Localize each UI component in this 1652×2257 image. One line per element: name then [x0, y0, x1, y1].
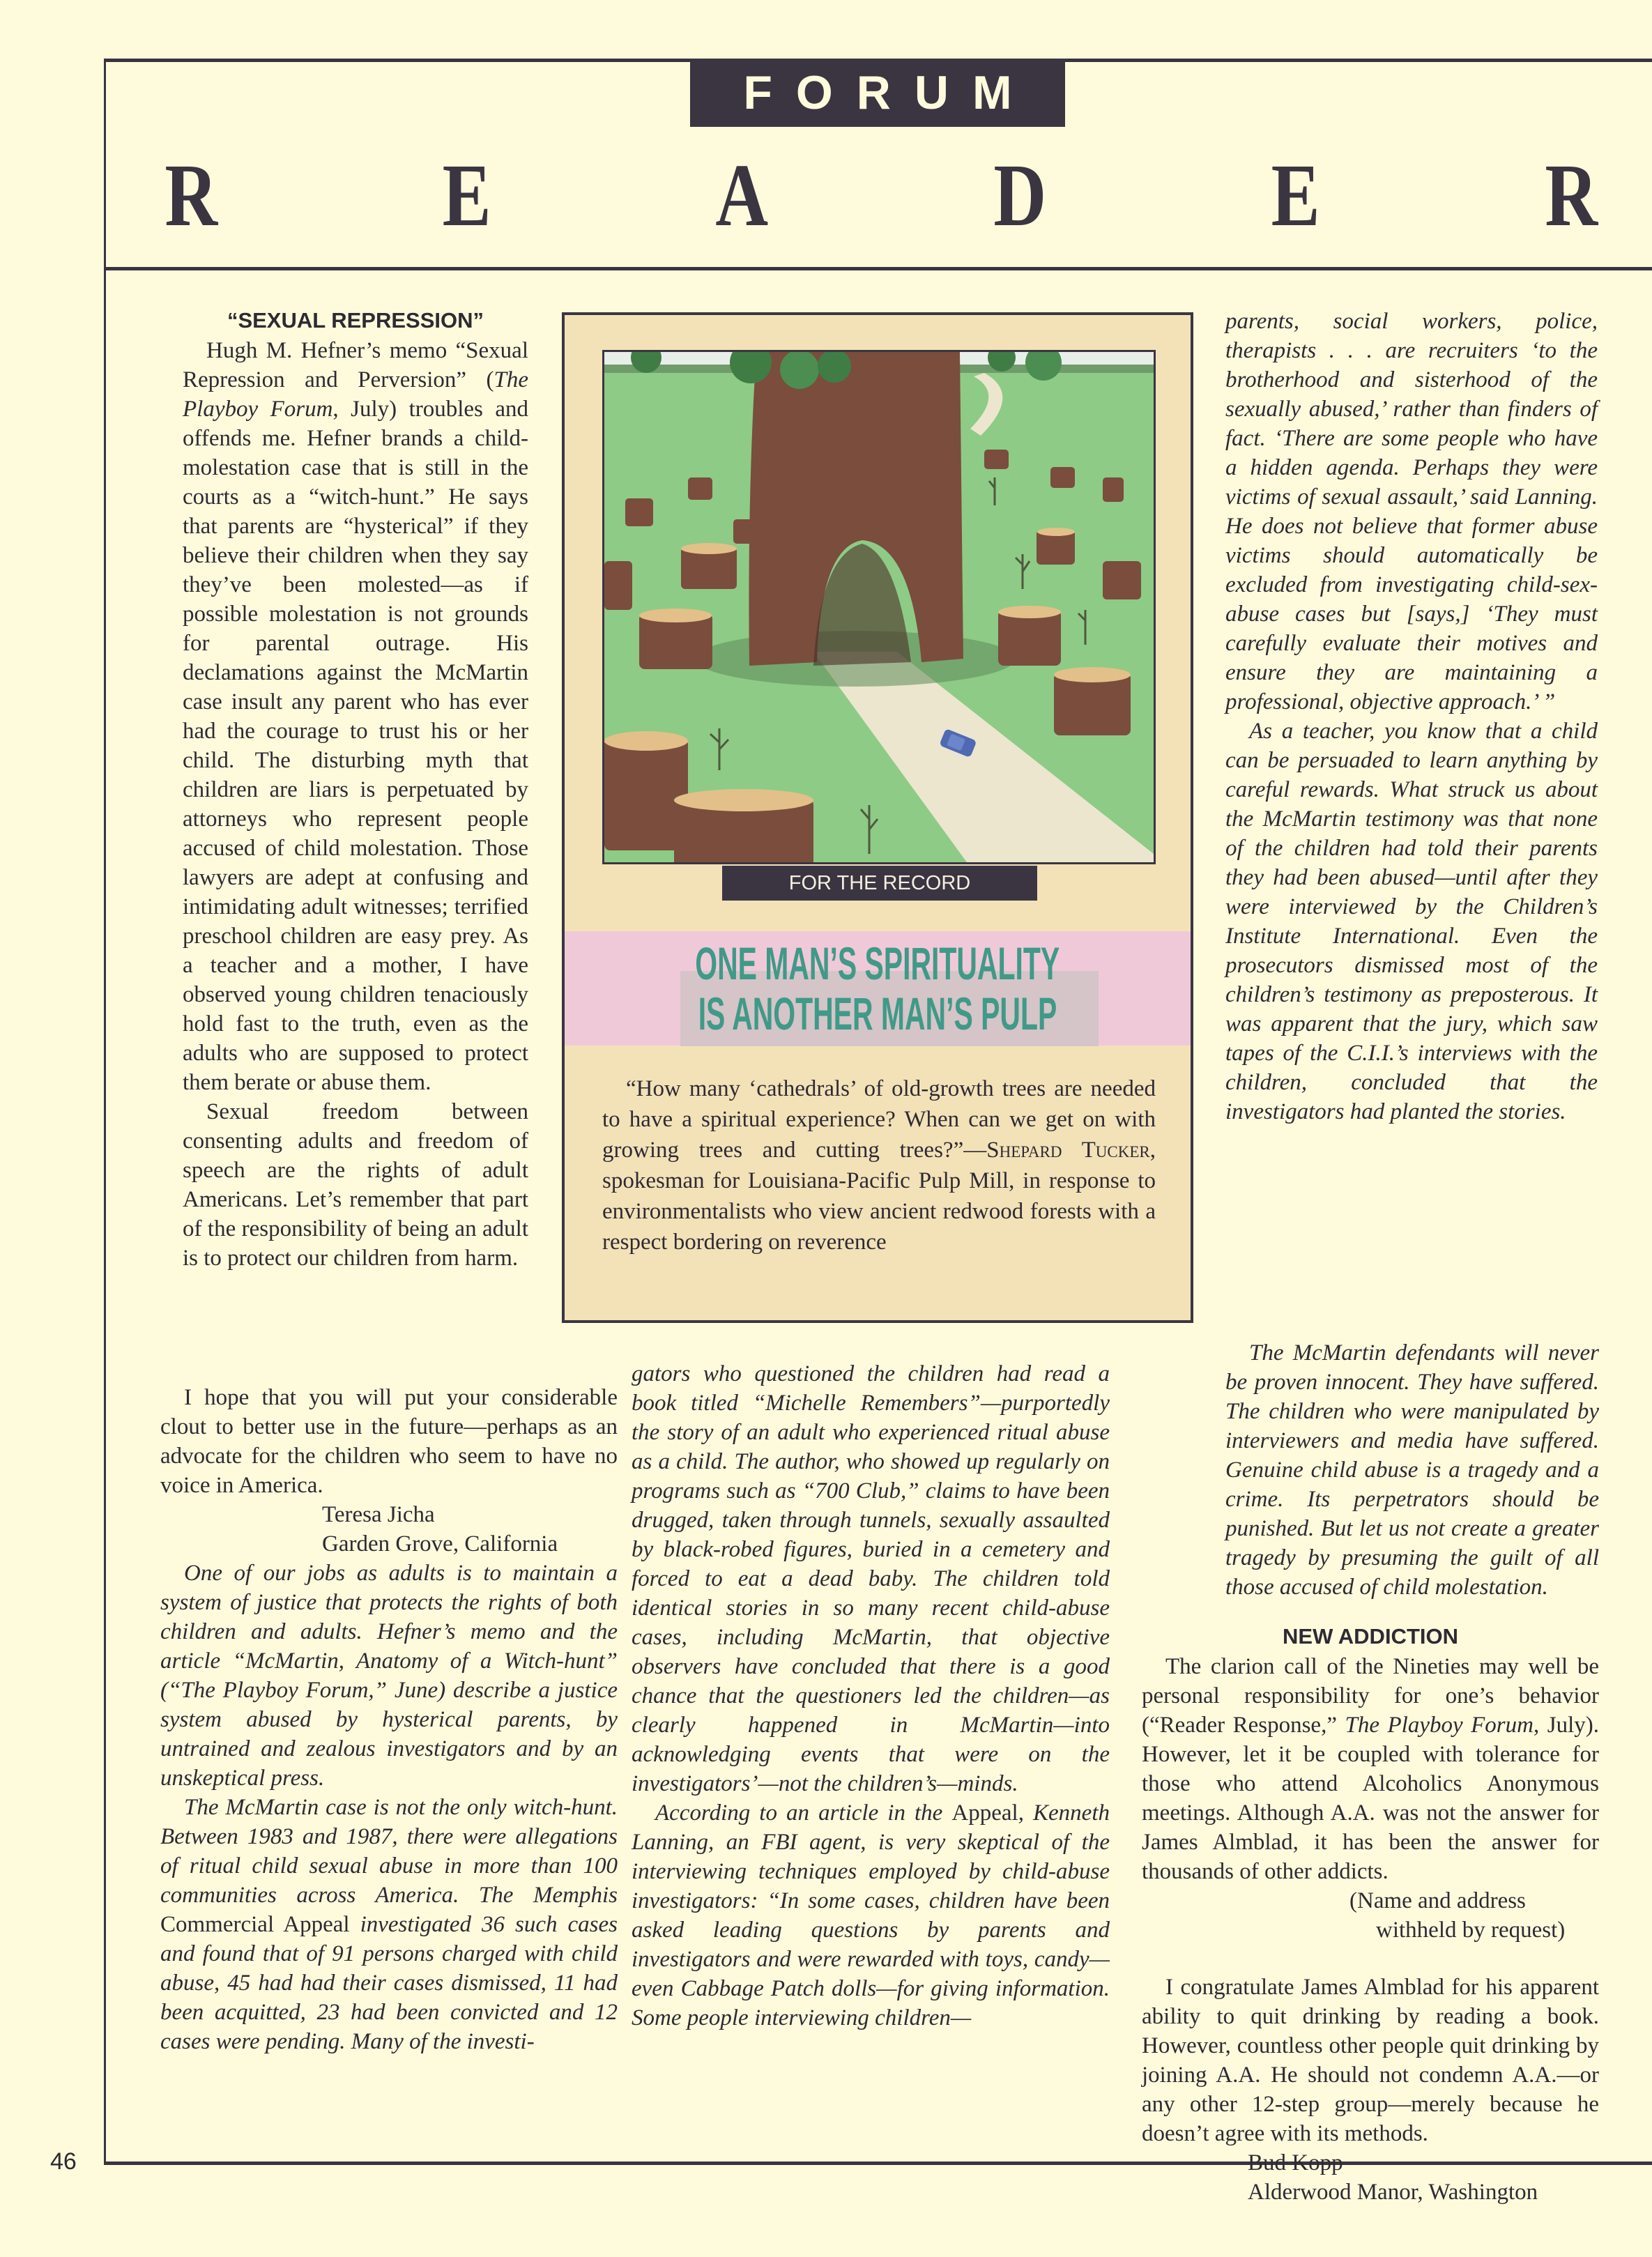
letter-paragraph: Hugh M. Hefner’s memo “Sexual Repression and Perversion” (The Playboy Forum, July) troubles and offends me. Hefner brands a child-molestation case that is still in the courts as a “witch-hunt.” He says that parents are “hysterical” if they believe their children when they say they’ve been molested—as if possible molestation is not grounds for parental outrage. His declamations against the McMartin case insult any parent who has ever had the courage to trust his or her child. The disturbing myth that children are liars is perpetuated by attorneys who represent people accused of child molestation. Those lawyers are adept at confusing and intimidating adult witnesses; terrified preschool children are easy prey. As a teacher and a mother, I have observed young children tenaciously hold fast to the truth, even as the adults who are supposed to protect them berate or abuse them. [183, 338, 529, 1095]
section-label: FOR THE RECORD [722, 866, 1037, 901]
editor-reply-paragraph: The McMartin defendants will never be proven innocent. They have suffered. The children who were manipulated by interviewers and media have suffered. Genuine child abuse is a tragedy and a crime. Its perpetrators should be punished. But let us not create a greater tragedy by presuming the guilt of all those accused of child molestation. [1225, 1340, 1599, 1600]
signature-line: withheld by request) [1376, 1918, 1566, 1943]
reply-text: According to an article in the [655, 1800, 952, 1826]
editor-reply-right [1225, 307, 1598, 1126]
title-letter: D [993, 145, 1047, 245]
signature-name: Bud Kopp [1248, 2150, 1343, 2175]
letter-paragraph: Sexual freedom between consenting adults and freedom of speech are the rights of adult Americans. Let’s remember that part of the responsibility of being an adult is to protect our children from harm. [183, 1099, 528, 1271]
letter-text: , July). However, let it be coupled with tolerance for those who attend Alcoholics Anonymous meetings. Although A.A. was not the answer for James Almblad, it has been the answer for thousands of other addicts. [1142, 1713, 1599, 1884]
section-badge: FORUM [690, 59, 1065, 127]
publication-name: The Playboy Forum [1345, 1713, 1534, 1738]
signature-place: Garden Grove, California [322, 1531, 558, 1556]
redwood-illustration [602, 350, 1156, 864]
editor-reply-paragraph [632, 1798, 1110, 2033]
page-number: 46 [50, 2148, 77, 2175]
editor-reply-paragraph: One of our jobs as adults is to maintain a system of justice that protects the rights of both children and adults. Hefner’s memo and the article “McMartin, Anatomy of a Witch-hunt” (“The Playboy Forum,” June) describe a justice system abused by hysterical parents, by untrained and zealous investigators and by an unskeptical press. [160, 1561, 618, 1791]
redwood-tunnel-image [604, 352, 1154, 862]
letter-paragraph: I hope that you will put your considerable clout to better use in the future—perhaps as an advocate for the children who seem to have no voice in America. [160, 1385, 618, 1498]
headline-line: ONE MAN’S SPIRITUALITY [695, 938, 1060, 989]
reply-text: investigated 36 such cases and found that of 91 persons charged with child abuse, 45 had had their cases dismissed, 11 had been acquitted, 23 had been convicted and 12 cases were pending. Many of the investi- [160, 1912, 618, 2054]
letter-paragraph [1142, 1652, 1599, 1886]
reply-text: , Kenneth Lanning, an FBI agent, is very skeptical of the interviewing techniques employed by child-abuse investigators: “In some cases, children have been asked leading questions by parents and investigators and were rewarded with toys, candy—even Cabbage Patch dolls—for giving information. Some people interviewing children— [632, 1800, 1110, 2030]
title-letter: A [715, 145, 769, 245]
header-divider [105, 267, 1652, 270]
publication-name: Commercial Appeal [160, 1912, 350, 1937]
left-frame-line [104, 59, 106, 2165]
title-letter: R [165, 145, 218, 245]
editor-reply-paragraph: As a teacher, you know that a child can be persuaded to learn anything by careful rewards. What struck us about the McMartin testimony was that none of the children had told their parents they had been abused—until after they were interviewed by the Children’s Institute International. Even the prosecutors dismissed most of the children’s testimony as preposterous. It was apparent that the jury, which saw tapes of the C.I.I.’s interviews with the children, concluded that the investigators had planted the stories. [1225, 719, 1598, 1124]
headline-line: IS ANOTHER MAN’S PULP [698, 988, 1057, 1039]
for-the-record-sidebar [562, 312, 1193, 1323]
signature-name: Teresa Jicha [322, 1502, 435, 1527]
sidebar-quote [602, 1073, 1156, 1257]
sidebar-headline [565, 931, 1191, 1046]
publication-name: Appeal [951, 1800, 1018, 1826]
quote-attribution: , spokesman for Louisiana-Pacific Pulp Mill, in response to environmentalists who view ancient redwood forests with a respect bordering on reverence [602, 1138, 1156, 1255]
letter-text: The clarion call of the Nineties may well be personal responsibility for one’s behavior (“Reader Response,” [1142, 1654, 1599, 1738]
page-title [105, 146, 1652, 244]
title-letter: R [1544, 145, 1598, 245]
title-letter: E [442, 145, 491, 245]
letter-heading: NEW ADDICTION [1283, 1624, 1458, 1648]
quote-text: “How many ‘cathedrals’ of old-growth trees are needed to have a spiritual experience? When can we get on with growing trees and cutting trees?”— [602, 1076, 1156, 1163]
right-column-lower [1142, 1340, 1599, 2207]
signature-line: (Name and address [1349, 1888, 1526, 1913]
reply-text: The McMartin case is not the only witch-hunt. Between 1983 and 1987, there were allegations of ritual child sexual abuse in more than 100 communities across America. The Memphis [160, 1795, 618, 1908]
editor-reply-continued [632, 1359, 1110, 2033]
editor-reply-paragraph [160, 1793, 618, 2056]
quote-paragraph [602, 1073, 1156, 1257]
headline-band [565, 931, 1191, 1046]
letter-paragraph: I congratulate James Almblad for his apparent ability to quit drinking by reading a book. However, countless other people quit drinking by joining A.A. He should not condemn A.A.—or any other 12-step group—merely because he doesn’t agree with its methods. [1142, 1975, 1599, 2146]
letter-heading: “SEXUAL REPRESSION” [227, 308, 484, 332]
letter-continuation [160, 1383, 618, 2056]
title-letter: E [1271, 145, 1320, 245]
letter-sexual-repression [183, 307, 528, 1273]
quote-attribution-name: Shepard Tucker [986, 1138, 1150, 1163]
signature-place: Alderwood Manor, Washington [1248, 2180, 1538, 2205]
editor-reply-paragraph: gators who questioned the children had read a book titled “Michelle Remembers”—purportedly the story of an adult who experienced ritual abuse as a child. The author, who showed up regularly on programs such as “700 Club,” claims to have been drugged, taken through tunnels, sexually assaulted by black-robed figures, buried in a cemetery and forced to eat a dead baby. The children told identical stories in so many recent child-abuse cases, including McMartin, that objective observers have concluded that there is a good chance that the questioners led the children—as clearly happened in McMartin—into acknowledging events that were on the investigators’—not the children’s—minds. [632, 1361, 1110, 1796]
editor-reply-paragraph: parents, social workers, police, therapists . . . are recruiters ‘to the brotherhood and sisterhood of the sexually abused,’ rather than finders of fact. ‘There are some people who have a hidden agenda. Perhaps they were victims of sexual assault,’ said Lanning. He does not believe that former abuse victims should automatically be excluded from investigating child-sex-abuse cases but [says,] ‘They must carefully evaluate their motives and ensure they are maintaining a professional, objective approach.’ ” [1225, 309, 1598, 714]
